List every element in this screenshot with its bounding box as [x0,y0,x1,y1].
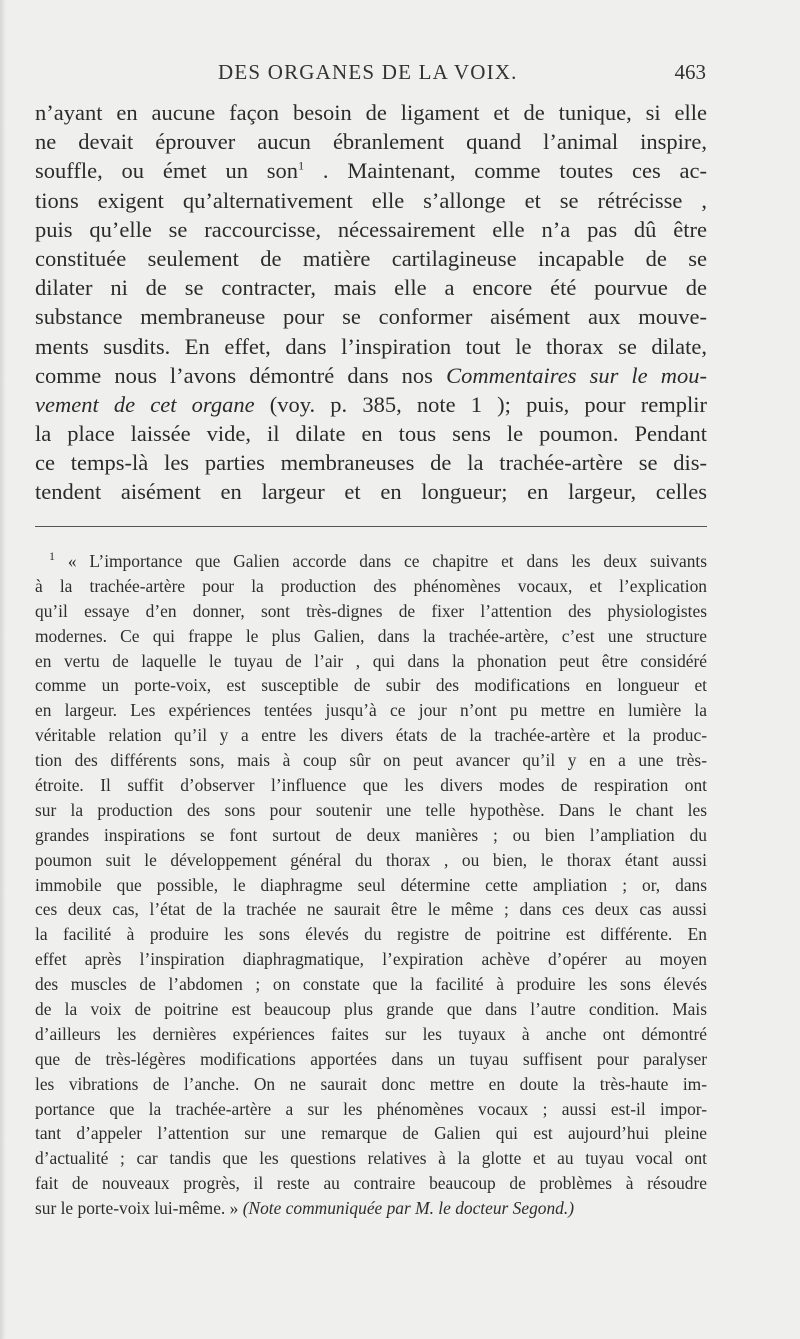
footnote-line [35,549,707,574]
footnote-line: que de très-légères modifications apportées dans un tuyau suffisent pour paralyser [35,1048,707,1069]
page-number: 463 [674,60,706,84]
running-title: DES ORGANES DE LA VOIX. [218,60,518,84]
footnote-line: les vibrations de l’anche. On ne saurait donc mettre en doute la très-haute im- [35,1073,707,1094]
main-text-line: tions exigent qu’alternativement elle s’allonge et se rétrécisse , [35,187,707,213]
footnote-attribution: (Note communiquée par M. le docteur Segond.) [242,1198,574,1219]
main-text-fragment: souffle, ou émet un son [35,158,299,184]
footnote-line: à la trachée-artère pour la production des phénomènes vocaux, et l’explication [35,575,707,596]
main-text [35,98,707,507]
footnote-text: sur le porte-voix lui-même. » [35,1198,239,1219]
main-text-line: substance membraneuse pour se conformer aisément aux mouve- [35,304,707,330]
footnote-marker: 1 [49,549,55,564]
footnote-line: tion des différents sons, mais à coup sûr on peut avancer qu’il y en a une très- [35,750,707,771]
main-text-line [35,390,707,419]
footnote-line: grandes inspirations se font surtout de deux manières ; ou bien l’ampliation du [35,824,707,845]
footnote-line: ces deux cas, l’état de la trachée ne saurait être le même ; dans ces deux cas aussi [35,899,707,920]
footnote-block [35,549,707,1221]
footnote-line: modernes. Ce qui frappe le plus Galien, dans la trachée-artère, c’est une structure [35,625,707,646]
main-text-line: ce temps-là les parties membraneuses de la trachée-artère se dis- [35,450,707,476]
footnote-line: immobile que possible, le diaphragme seul détermine cette ampliation ; or, dans [35,874,707,895]
footnote-line: qu’il essaye d’en donner, sont très-dignes de fixer l’attention des physiologistes [35,600,707,621]
main-text-fragment: . Maintenant, comme toutes ces ac- [322,158,708,184]
footnote-line: étroite. Il suffit d’observer l’influence que les divers modes de respiration ont [35,775,707,796]
footnote-line: sur la production des sons pour soutenir une telle hypothèse. Dans le chant les [35,799,707,820]
main-text-line: n’ayant en aucune façon besoin de ligament et de tunique, si elle [35,100,707,125]
footnote-line: en largeur. Les expériences tentées jusqu’à ce jour n’ont pu mettre en lumière la [35,700,707,721]
footnote-line [35,1196,707,1221]
footnote-line: d’ailleurs les dernières expériences faites sur les tuyaux à anche ont démontré [35,1023,707,1044]
main-text-line [35,156,707,185]
cross-reference: (voy. p. 385, note 1 ); puis, pour remplir [269,391,707,417]
main-text-line [35,361,707,390]
footnote-line: en vertu de laquelle le tuyau de l’air , qui dans la phonation peut être considéré [35,650,707,671]
footnote-line: de la voix de poitrine est beaucoup plus grande que dans l’autre condition. Mais [35,999,707,1020]
footnote-text: « L’importance que Galien accorde dans ce chapitre et dans les deux suivants [67,551,707,571]
footnote-line: portance que la trachée-artère a sur les phénomènes vocaux ; aussi est-il impor- [35,1098,707,1119]
main-text-line: puis qu’elle se raccourcisse, nécessairement elle n’a pas dû être [35,216,707,242]
work-title-italic: vement de cet organe [35,391,255,417]
footnote-line: tant d’appeler l’attention sur une remarque de Galien qui est aujourd’hui pleine [35,1123,707,1144]
main-text-line: tendent aisément en largeur et en longueur; en largeur, celles [35,479,707,505]
footnote-line: la facilité à produire les sons élevés du registre de poitrine est différente. En [35,924,707,945]
footnote-line: effet après l’inspiration diaphragmatique, l’expiration achève d’opérer au moyen [35,949,707,970]
footnote-line: des muscles de l’abdomen ; on constate que la facilité à produire les sons élevés [35,974,707,995]
footnote-line: véritable relation qu’il y a entre les divers états de la trachée-artère et la produc- [35,725,707,746]
main-text-line: la place laissée vide, il dilate en tous sens le poumon. Pendant [35,421,707,447]
main-text-line: constituée seulement de matière cartilagineuse incapable de se [35,245,707,271]
footnote-line: d’actualité ; car tandis que les questions relatives à la glotte et au tuyau vocal ont [35,1148,707,1169]
footnote-line: poumon suit le développement général du thorax , ou bien, le thorax étant aussi [35,849,707,870]
footnote-separator [35,526,707,527]
running-head [0,60,800,90]
main-text-line: dilater ni de se contracter, mais elle a encore été pourvue de [35,275,707,301]
footnote-reference[interactable]: 1 [298,158,305,173]
main-text-fragment: comme nous l’avons démontré dans nos [35,362,433,388]
footnote-line: comme un porte-voix, est susceptible de subir des modifications en longueur et [35,675,707,696]
footnote-line: fait de nouveaux progrès, il reste au contraire beaucoup de problèmes à résoudre [35,1173,707,1194]
main-text-line: ments susdits. En effet, dans l’inspiration tout le thorax se dilate, [35,333,707,359]
work-title-italic: Commentaires sur le mou- [446,362,708,388]
page-gutter-shadow [0,0,6,1339]
main-text-line: ne devait éprouver aucun ébranlement quand l’animal inspire, [35,129,707,155]
